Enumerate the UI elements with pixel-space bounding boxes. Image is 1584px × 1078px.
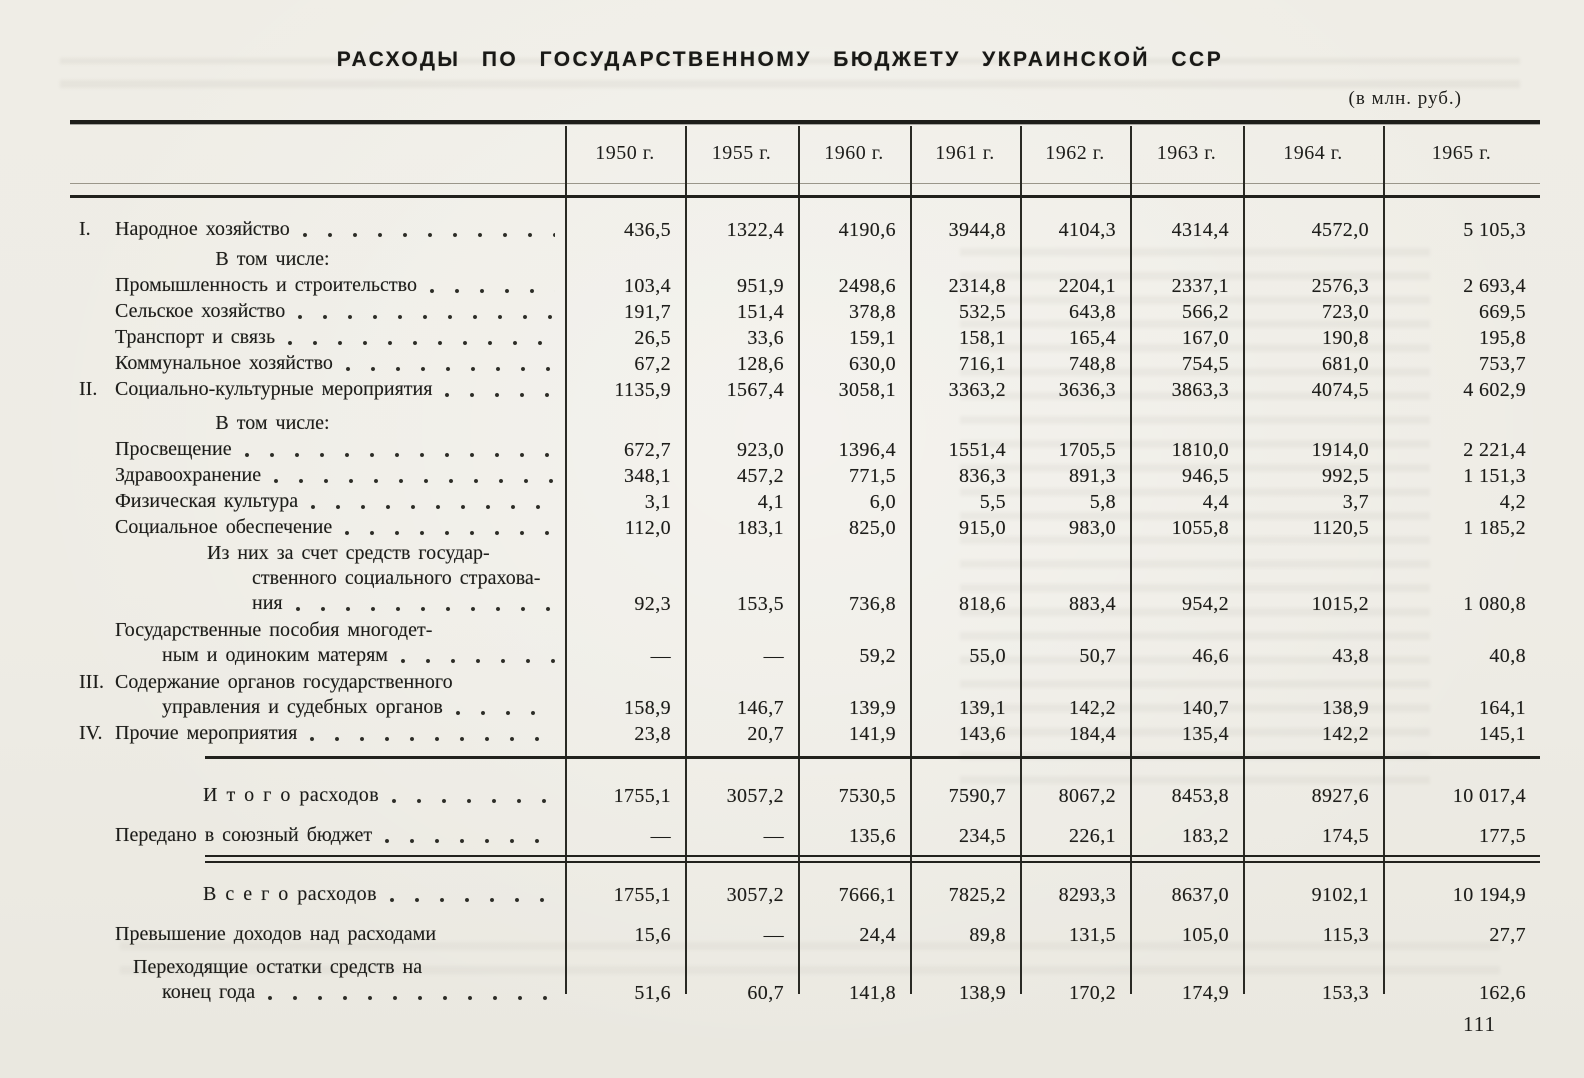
row-label-text: Физическая культура [115, 490, 299, 512]
dot-leader [309, 736, 555, 742]
value-cell: 1135,9 [614, 379, 671, 401]
value-cell: 3057,2 [726, 884, 784, 906]
value-cell: 7666,1 [838, 884, 896, 906]
page-title: РАСХОДЫ ПО ГОСУДАРСТВЕННОМУ БЮДЖЕТУ УКРАИНСКОЙ ССР [336, 48, 1224, 71]
value-cell: 5,8 [1089, 491, 1116, 513]
value-cell: 167,0 [1182, 327, 1229, 349]
row-label-line [70, 541, 565, 566]
table-subheader-row [70, 244, 1540, 274]
dot-leader [384, 838, 555, 844]
budget-table [70, 120, 1540, 1004]
row-label-text: Превышение доходов над расходами [115, 923, 437, 945]
dot-leader [455, 710, 555, 716]
row-label-line [70, 566, 565, 591]
row-label [70, 922, 565, 947]
value-cell: 1 080,8 [1463, 593, 1526, 615]
value-cell: 1755,1 [613, 785, 671, 807]
value-cell: 140,7 [1182, 697, 1229, 719]
table-header-row [70, 124, 1540, 183]
row-roman-numeral: IV. [79, 722, 103, 744]
value-cell: 946,5 [1182, 465, 1229, 487]
row-label-line [70, 299, 565, 324]
dot-leader [287, 340, 555, 346]
value-cell: 5 105,3 [1463, 219, 1526, 241]
value-cell: 4572,0 [1311, 219, 1369, 241]
row-label [70, 351, 565, 376]
row-label-line [70, 980, 565, 1005]
dot-leader [429, 288, 555, 294]
value-cell: 40,8 [1489, 645, 1526, 667]
row-label-line [70, 643, 565, 668]
row-label-text: Прочие мероприятия [115, 722, 298, 744]
value-cell: 4190,6 [838, 219, 896, 241]
row-roman-numeral: I. [79, 218, 91, 240]
value-cell: 4104,3 [1058, 219, 1116, 241]
value-cell: — [650, 645, 671, 667]
year-column-header: 1960 г. [824, 142, 884, 164]
row-label [70, 515, 565, 540]
value-cell: 736,8 [849, 593, 896, 615]
row-label-text: конец года [162, 981, 256, 1003]
value-cell: 3057,2 [726, 785, 784, 807]
value-cell: 1055,8 [1171, 517, 1229, 539]
row-label-line [70, 325, 565, 350]
value-cell: 923,0 [737, 439, 784, 461]
value-cell: 165,4 [1069, 327, 1116, 349]
value-cell: 174,9 [1182, 982, 1229, 1004]
value-cell: 183,1 [737, 517, 784, 539]
row-label [70, 721, 565, 746]
row-label-line [70, 823, 565, 848]
value-cell: 46,6 [1192, 645, 1229, 667]
value-cell: 143,6 [959, 723, 1006, 745]
section-separator-rule [70, 756, 1540, 774]
value-cell: 7530,5 [838, 785, 896, 807]
value-cell: 191,7 [624, 301, 671, 323]
dot-leader [400, 658, 555, 664]
value-cell: 954,2 [1182, 593, 1229, 615]
value-cell: 3944,8 [948, 219, 1006, 241]
value-cell: 146,7 [737, 697, 784, 719]
value-cell: 164,1 [1479, 697, 1526, 719]
value-cell: 55,0 [969, 645, 1006, 667]
value-cell: 9102,1 [1311, 884, 1369, 906]
value-cell: 825,0 [849, 517, 896, 539]
dot-leader [310, 504, 555, 510]
units-note: (в млн. руб.) [1348, 88, 1462, 109]
value-cell: 89,8 [969, 924, 1006, 946]
row-label-line [70, 351, 565, 376]
value-cell: 23,8 [634, 723, 671, 745]
row-label-line [70, 882, 565, 907]
value-cell: 43,8 [1332, 645, 1369, 667]
table-row [70, 274, 1540, 300]
dot-leader [389, 897, 555, 903]
dot-leader [273, 478, 555, 484]
value-cell: 348,1 [624, 465, 671, 487]
value-cell: 105,0 [1182, 924, 1229, 946]
value-cell: 27,7 [1489, 924, 1526, 946]
value-cell: 4314,4 [1171, 219, 1229, 241]
value-cell: 1551,4 [948, 439, 1006, 461]
value-cell: 669,5 [1479, 301, 1526, 323]
table-row [70, 326, 1540, 352]
value-cell: 8927,6 [1311, 785, 1369, 807]
row-label-text: Государственные пособия многодет- [115, 619, 433, 641]
value-cell: 8637,0 [1171, 884, 1229, 906]
table-row [70, 490, 1540, 516]
value-cell: 142,2 [1069, 697, 1116, 719]
year-column-header: 1965 г. [1431, 142, 1492, 164]
table-body [70, 198, 1540, 1004]
value-cell: 174,5 [1322, 825, 1369, 847]
table-row [70, 873, 1540, 909]
year-column-header: 1963 г. [1156, 142, 1217, 164]
value-cell: 138,9 [1322, 697, 1369, 719]
value-cell: 3363,2 [948, 379, 1006, 401]
value-cell: 1810,0 [1171, 439, 1229, 461]
value-cell: — [763, 645, 784, 667]
row-label [70, 217, 565, 242]
row-label-text: Промышленность и строительство [115, 274, 417, 296]
value-cell: 128,6 [737, 353, 784, 375]
value-cell: 1567,4 [726, 379, 784, 401]
column-divider-line [1130, 126, 1132, 195]
row-label-text: управления и судебных органов [162, 696, 443, 718]
value-cell: 112,0 [624, 517, 671, 539]
value-cell: 59,2 [859, 645, 896, 667]
table-row [70, 438, 1540, 464]
row-label-line [70, 695, 565, 720]
value-cell: 67,2 [634, 353, 671, 375]
row-label-text: Транспорт и связь [115, 326, 276, 348]
value-cell: 6,0 [869, 491, 896, 513]
value-cell: 4,1 [757, 491, 784, 513]
dot-leader [244, 452, 555, 458]
row-label-line [70, 955, 565, 980]
value-cell: 672,7 [624, 439, 671, 461]
year-column-header: 1955 г. [711, 142, 772, 164]
value-cell: 3058,1 [838, 379, 896, 401]
value-cell: 1914,0 [1311, 439, 1369, 461]
table-row [70, 670, 1540, 722]
row-label-text: ным и одиноким матерям [162, 644, 388, 666]
dot-leader [267, 995, 555, 1001]
value-cell: 818,6 [959, 593, 1006, 615]
value-cell: 24,4 [859, 924, 896, 946]
column-divider-line [910, 126, 912, 195]
value-cell: 135,4 [1182, 723, 1229, 745]
table-row [70, 516, 1540, 542]
row-label [70, 437, 565, 462]
value-cell: 8293,3 [1058, 884, 1116, 906]
row-label [70, 618, 565, 668]
value-cell: 158,9 [624, 697, 671, 719]
row-label-text: Передано в союзный бюджет [115, 824, 373, 846]
value-cell: 566,2 [1182, 301, 1229, 323]
value-cell: 2204,1 [1058, 275, 1116, 297]
row-label-text: Народное хозяйство [115, 218, 290, 240]
row-label-text: Сельское хозяйство [115, 300, 286, 322]
value-cell: 3636,3 [1058, 379, 1116, 401]
value-cell: 138,9 [959, 982, 1006, 1004]
value-cell: 153,5 [737, 593, 784, 615]
value-cell: 891,3 [1069, 465, 1116, 487]
row-label-line [70, 377, 565, 402]
value-cell: 26,5 [634, 327, 671, 349]
value-cell: 723,0 [1322, 301, 1369, 323]
value-cell: 915,0 [959, 517, 1006, 539]
value-cell: 630,0 [849, 353, 896, 375]
value-cell: 378,8 [849, 301, 896, 323]
value-cell: 532,5 [959, 301, 1006, 323]
table-row [70, 949, 1540, 1007]
value-cell: 748,8 [1069, 353, 1116, 375]
value-cell: 4074,5 [1311, 379, 1369, 401]
value-cell: 1120,5 [1312, 517, 1369, 539]
table-row [70, 542, 1540, 618]
row-label-text: Содержание органов государственного [115, 671, 453, 693]
value-cell: 8453,8 [1171, 785, 1229, 807]
separator-line [205, 756, 1540, 759]
dot-leader [345, 366, 555, 372]
value-cell: 142,2 [1322, 723, 1369, 745]
row-label [70, 299, 565, 324]
value-cell: 162,6 [1479, 982, 1526, 1004]
value-cell: 195,8 [1479, 327, 1526, 349]
value-cell: — [763, 825, 784, 847]
year-column-header: 1961 г. [935, 142, 995, 164]
row-label-text: И т о г о расходов [203, 784, 380, 806]
row-label-text: Просвещение [115, 438, 232, 460]
year-column-header: 1950 г. [595, 142, 655, 164]
dot-leader [295, 606, 555, 612]
value-cell: 139,1 [959, 697, 1006, 719]
row-label-line [70, 463, 565, 488]
row-label [70, 955, 565, 1005]
value-cell: 3,1 [644, 491, 671, 513]
row-label-line [70, 411, 565, 436]
dot-leader [391, 798, 555, 804]
row-label-line [70, 618, 565, 643]
table-row [70, 464, 1540, 490]
value-cell: 5,5 [979, 491, 1006, 513]
row-label-line [70, 273, 565, 298]
value-cell: 183,2 [1182, 825, 1229, 847]
value-cell: 836,3 [959, 465, 1006, 487]
column-divider-line [565, 126, 567, 195]
table-row [70, 378, 1540, 404]
value-cell: 4 602,9 [1463, 379, 1526, 401]
value-cell: 1 185,2 [1463, 517, 1526, 539]
section-separator-rule [70, 855, 1540, 873]
column-divider-line [1020, 126, 1022, 195]
value-cell: 754,5 [1182, 353, 1229, 375]
row-label-text: Переходящие остатки средств на [133, 956, 423, 978]
value-cell: 234,5 [959, 825, 1006, 847]
table-subheader-row [70, 404, 1540, 438]
page-number: 111 [1463, 1012, 1496, 1036]
row-label [70, 463, 565, 488]
value-cell: — [650, 825, 671, 847]
value-cell: 1 151,3 [1463, 465, 1526, 487]
value-cell: 135,6 [849, 825, 896, 847]
row-label-line [70, 591, 565, 616]
row-label-text: Из них за счет средств государ- [207, 542, 490, 564]
row-label-text: Социально-культурные мероприятия [115, 378, 433, 400]
value-cell: 141,8 [849, 982, 896, 1004]
row-label-line [70, 783, 565, 808]
value-cell: 436,5 [624, 219, 671, 241]
row-roman-numeral: II. [79, 378, 98, 400]
row-label-line [70, 247, 565, 272]
value-cell: 883,4 [1069, 593, 1116, 615]
value-cell: 131,5 [1069, 924, 1116, 946]
table-row [70, 722, 1540, 748]
row-label [70, 882, 565, 907]
column-divider-line [798, 126, 800, 195]
row-label-line [70, 922, 565, 947]
row-roman-numeral: III. [79, 671, 104, 693]
value-cell: 2314,8 [948, 275, 1006, 297]
value-cell: 51,6 [634, 982, 671, 1004]
row-label [70, 670, 565, 720]
row-label-text: ния [252, 592, 283, 614]
value-cell: 103,4 [624, 275, 671, 297]
row-label [70, 489, 565, 514]
value-cell: 15,6 [634, 924, 671, 946]
value-cell: 4,4 [1202, 491, 1229, 513]
table-row [70, 618, 1540, 670]
value-cell: 643,8 [1069, 301, 1116, 323]
value-cell: 992,5 [1322, 465, 1369, 487]
value-cell: 158,1 [959, 327, 1006, 349]
value-cell: 7590,7 [948, 785, 1006, 807]
value-cell: 2337,1 [1171, 275, 1229, 297]
row-label-line [70, 721, 565, 746]
column-divider-line [1383, 126, 1385, 195]
row-label [70, 273, 565, 298]
value-cell: 141,9 [849, 723, 896, 745]
value-cell: 1755,1 [613, 884, 671, 906]
row-label-text: В том числе: [215, 412, 330, 434]
row-label-line [70, 515, 565, 540]
header-gap [70, 184, 1540, 195]
row-label-line [70, 217, 565, 242]
row-label-text: Здравоохранение [115, 464, 262, 486]
value-cell: 681,0 [1322, 353, 1369, 375]
row-label [70, 783, 565, 808]
value-cell: 226,1 [1069, 825, 1116, 847]
row-label-line [70, 670, 565, 695]
table-row [70, 810, 1540, 850]
table-row [70, 352, 1540, 378]
dot-leader [444, 392, 555, 398]
row-label-line [70, 489, 565, 514]
table-row [70, 909, 1540, 949]
value-cell: 983,0 [1069, 517, 1116, 539]
column-divider-line [685, 126, 687, 195]
value-cell: 190,8 [1322, 327, 1369, 349]
row-label [70, 823, 565, 848]
separator-line [205, 855, 1540, 863]
value-cell: 716,1 [959, 353, 1006, 375]
value-cell: 753,7 [1479, 353, 1526, 375]
year-column-header: 1962 г. [1045, 142, 1105, 164]
row-label-text: ственного социального страхова- [252, 567, 541, 589]
row-label-line [70, 437, 565, 462]
value-cell: 1396,4 [838, 439, 896, 461]
value-cell: 151,4 [737, 301, 784, 323]
value-cell: 159,1 [849, 327, 896, 349]
value-cell: 2498,6 [838, 275, 896, 297]
row-label-text: Коммунальное хозяйство [115, 352, 333, 374]
row-label [70, 247, 565, 272]
value-cell: 2 693,4 [1463, 275, 1526, 297]
value-cell: 7825,2 [948, 884, 1006, 906]
value-cell: 92,3 [634, 593, 671, 615]
value-cell: 60,7 [747, 982, 784, 1004]
value-cell: 20,7 [747, 723, 784, 745]
row-label-text: В с е г о расходов [203, 883, 378, 905]
table-row [70, 300, 1540, 326]
value-cell: 153,3 [1322, 982, 1369, 1004]
value-cell: 139,9 [849, 697, 896, 719]
value-cell: 1705,5 [1058, 439, 1116, 461]
row-label-text: Социальное обеспечение [115, 516, 333, 538]
value-cell: 184,4 [1069, 723, 1116, 745]
value-cell: 2576,3 [1311, 275, 1369, 297]
value-cell: — [763, 924, 784, 946]
table-row [70, 198, 1540, 244]
value-cell: 1322,4 [726, 219, 784, 241]
row-label [70, 411, 565, 436]
value-cell: 10 017,4 [1452, 785, 1526, 807]
value-cell: 115,3 [1322, 924, 1369, 946]
dot-leader [302, 232, 555, 238]
value-cell: 177,5 [1479, 825, 1526, 847]
dot-leader [344, 530, 555, 536]
year-column-header: 1964 г. [1283, 142, 1343, 164]
value-cell: 8067,2 [1058, 785, 1116, 807]
value-cell: 50,7 [1079, 645, 1116, 667]
value-cell: 771,5 [849, 465, 896, 487]
value-cell: 1015,2 [1311, 593, 1369, 615]
value-cell: 951,9 [737, 275, 784, 297]
value-cell: 457,2 [737, 465, 784, 487]
value-cell: 10 194,9 [1452, 884, 1526, 906]
value-cell: 2 221,4 [1463, 439, 1526, 461]
row-label [70, 541, 565, 616]
row-label [70, 377, 565, 402]
value-cell: 3,7 [1342, 491, 1369, 513]
row-label-text: В том числе: [215, 248, 330, 270]
value-cell: 145,1 [1479, 723, 1526, 745]
value-cell: 4,2 [1499, 491, 1526, 513]
column-divider-line [1243, 126, 1245, 195]
row-label [70, 325, 565, 350]
table-row [70, 774, 1540, 810]
dot-leader [297, 314, 555, 320]
value-cell: 33,6 [747, 327, 784, 349]
value-cell: 170,2 [1069, 982, 1116, 1004]
value-cell: 3863,3 [1171, 379, 1229, 401]
